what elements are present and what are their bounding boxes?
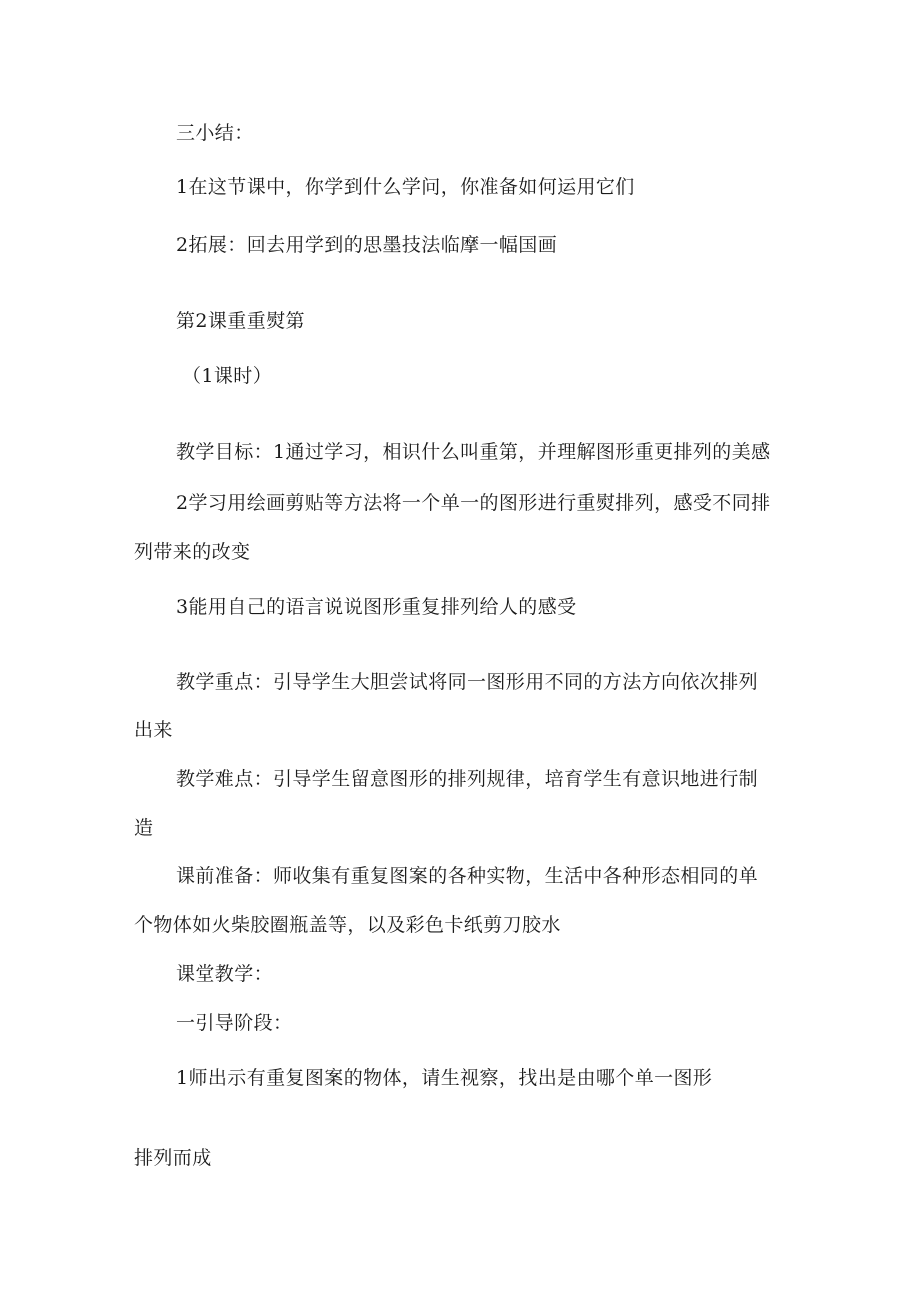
guide-stage-heading: 一引导阶段： xyxy=(176,1012,293,1034)
guide-step-1: 1师出示有重复图案的物体，请生视察，找出是由哪个单一图形 xyxy=(176,1067,713,1089)
class-preparation: 课前准备：师收集有重复图案的各种实物，生活中各种形态相同的单 xyxy=(176,865,759,887)
summary-item-2: 2拓展：回去用学到的思墨技法临摩一幅国画 xyxy=(176,234,558,256)
classroom-teaching-heading: 课堂教学： xyxy=(176,963,274,985)
teaching-goal-2: 2学习用绘画剪贴等方法将一个单一的图形进行重熨排列，感受不同排 xyxy=(176,492,771,514)
teaching-goal-1: 教学目标：1通过学习，相识什么叫重第，并理解图形重更排列的美感 xyxy=(176,441,771,463)
summary-item-1: 1在这节课中，你学到什么学问，你准备如何运用它们 xyxy=(176,176,635,198)
teaching-focus: 教学重点：引导学生大胆尝试将同一图形用不同的方法方向依次排列 xyxy=(176,671,759,693)
teaching-difficulty-cont: 造 xyxy=(134,817,154,839)
class-preparation-cont: 个物体如火柴胶圈瓶盖等，以及彩色卡纸剪刀胶水 xyxy=(134,914,561,936)
lesson-title: 第2课重重熨第 xyxy=(176,310,305,332)
guide-step-1-cont: 排列而成 xyxy=(134,1147,212,1169)
teaching-goal-2-cont: 列带来的改变 xyxy=(134,541,251,563)
section-summary-heading: 三小结： xyxy=(176,122,254,144)
lesson-hours: （1课时） xyxy=(182,365,273,387)
teaching-difficulty: 教学难点：引导学生留意图形的排列规律，培育学生有意识地进行制 xyxy=(176,768,759,790)
teaching-goal-3: 3能用自己的语言说说图形重复排列给人的感受 xyxy=(176,596,577,618)
teaching-focus-cont: 出来 xyxy=(134,719,173,741)
